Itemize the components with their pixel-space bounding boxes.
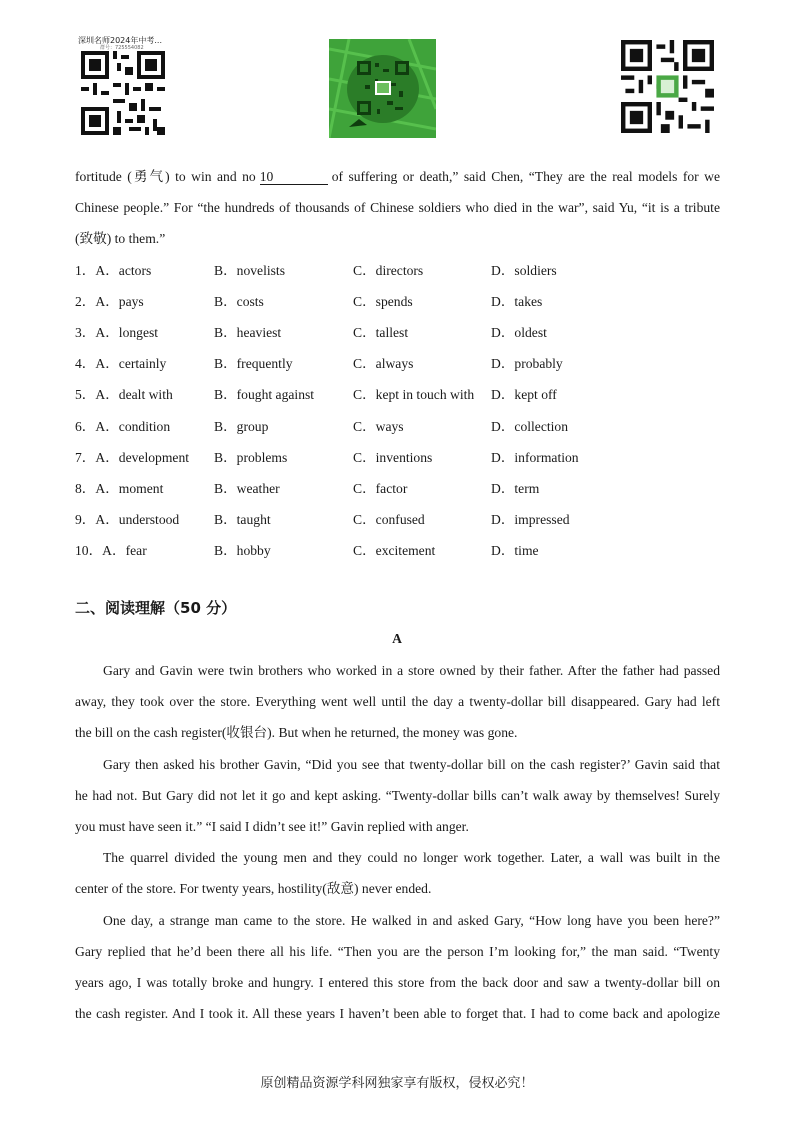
option-b: B．problems — [214, 449, 288, 465]
passage-line: he had not. But Gary did not let it go and kept asking. “Twenty-dollar bills can’t walk away by themselves! Surely — [75, 787, 720, 803]
option-c: C．excitement — [353, 543, 436, 559]
option-c: C．directors — [353, 262, 424, 278]
option-d: D．oldest — [491, 324, 547, 340]
option-d: D．collection — [491, 418, 569, 434]
option-d: D．takes — [491, 293, 543, 309]
qr-code-right — [621, 40, 714, 133]
option-c: C．spends — [353, 293, 413, 309]
passage-label: A — [392, 631, 402, 646]
option-c: C．inventions — [353, 449, 433, 465]
qr-caption: 深圳名师2024年中考... — [78, 36, 162, 45]
option-c: C．confused — [353, 512, 425, 528]
passage-line: Gary and Gavin were twin brothers who worked in a store owned by their father. After the father had passed — [103, 663, 720, 678]
option-row — [75, 473, 720, 504]
option-b: B．fought against — [214, 387, 315, 403]
qr-code-center-icon — [329, 39, 436, 138]
option-b: B．taught — [214, 512, 271, 528]
passage-line: Gary replied that he’d been there all his life. “Then you are the person I’m looking for,” the man said. “Twenty — [75, 943, 720, 959]
option-b: B．hobby — [214, 543, 271, 559]
passage-line: the bill on the cash register(收银台). But when he returned, the money was gone. — [75, 725, 518, 741]
option-row — [75, 317, 720, 348]
option-a: 9．A．understood — [75, 512, 180, 528]
passage-line: the cash register. And I took it. All these years I haven’t been able to forget that. I had to come back and apologize — [75, 1006, 720, 1022]
option-a: 4．A．certainly — [75, 356, 167, 372]
cloze-section — [75, 161, 720, 566]
option-b: B．frequently — [214, 356, 293, 372]
option-row — [75, 535, 720, 566]
cloze-text: fortitude (勇气) to win and no — [75, 169, 256, 184]
option-c: C．ways — [353, 418, 404, 434]
answer-blank: 10 — [260, 170, 328, 185]
option-row — [75, 379, 720, 410]
option-d: D．information — [491, 449, 579, 465]
option-c: C．tallest — [353, 324, 409, 340]
copyright-footer: 原创精品资源学科网独家享有版权，侵权必究！ — [260, 1076, 534, 1091]
qr-subcaption: 群号：725554082 — [100, 45, 144, 51]
option-b: B．group — [214, 418, 269, 434]
reading-passage — [75, 655, 720, 1029]
option-b: B．heaviest — [214, 324, 282, 340]
option-c: C．kept in touch with — [353, 387, 475, 403]
option-a: 3．A．longest — [75, 324, 159, 340]
option-row — [75, 348, 720, 379]
cloze-line-3: (致敬) to them.” — [75, 231, 166, 247]
qr-code-center — [329, 39, 436, 138]
option-d: D．probably — [491, 356, 563, 372]
option-row — [75, 442, 720, 473]
option-row — [75, 504, 720, 535]
option-b: B．novelists — [214, 262, 285, 278]
passage-line: years ago, I was totally broke and hungry. I entered this store from the back door and saw a twenty-dollar bill on — [75, 975, 720, 991]
option-d: D．impressed — [491, 512, 570, 528]
option-a: 10．A．fear — [75, 543, 147, 559]
options-list — [75, 255, 720, 567]
section-title: 二、阅读理解（50 分） — [75, 599, 237, 617]
option-b: B．costs — [214, 293, 264, 309]
option-a: 5．A．dealt with — [75, 387, 173, 403]
passage-line: away, they took over the store. Everything went well until the day a twenty-dollar bill disappeared. Gary had left — [75, 694, 720, 710]
qr-code-right-icon — [621, 40, 714, 133]
passage-line: The quarrel divided the young men and they could no longer work together. Later, a wall was built in the — [103, 850, 720, 866]
qr-code-group-left — [78, 36, 170, 138]
option-c: C．factor — [353, 480, 408, 496]
option-a: 2．A．pays — [75, 293, 144, 309]
cloze-line-1 — [75, 161, 720, 192]
cloze-text: of suffering or death,” said Chen, “They are the real models for we — [331, 169, 720, 184]
option-row — [75, 286, 720, 317]
option-a: 8．A．moment — [75, 480, 164, 496]
passage-line: center of the store. For twenty years, hostility(敌意) never ended. — [75, 881, 432, 897]
cloze-line-2: Chinese people.” For “the hundreds of thousands of Chinese soldiers who died in the war”, said Yu, “it is a tribute — [75, 200, 720, 216]
passage-line: you must have seen it.” “I said I didn’t see it!” Gavin replied with anger. — [75, 819, 469, 835]
option-d: D．time — [491, 543, 539, 559]
passage-line: One day, a strange man came to the store. He walked in and asked Gary, “How long have you been here?” — [103, 912, 720, 928]
option-a: 7．A．development — [75, 449, 190, 465]
option-b: B．weather — [214, 480, 280, 496]
option-row — [75, 411, 720, 442]
qr-code-left-icon — [78, 51, 168, 135]
option-a: 1．A．actors — [75, 262, 152, 278]
option-c: C．always — [353, 356, 414, 372]
option-d: D．kept off — [491, 387, 557, 403]
option-row — [75, 255, 720, 286]
option-d: D．term — [491, 480, 540, 496]
option-a: 6．A．condition — [75, 418, 171, 434]
passage-line: Gary then asked his brother Gavin, “Did you see that twenty-dollar bill on the cash register?’ Gavin said that — [103, 756, 720, 772]
option-d: D．soldiers — [491, 262, 557, 278]
